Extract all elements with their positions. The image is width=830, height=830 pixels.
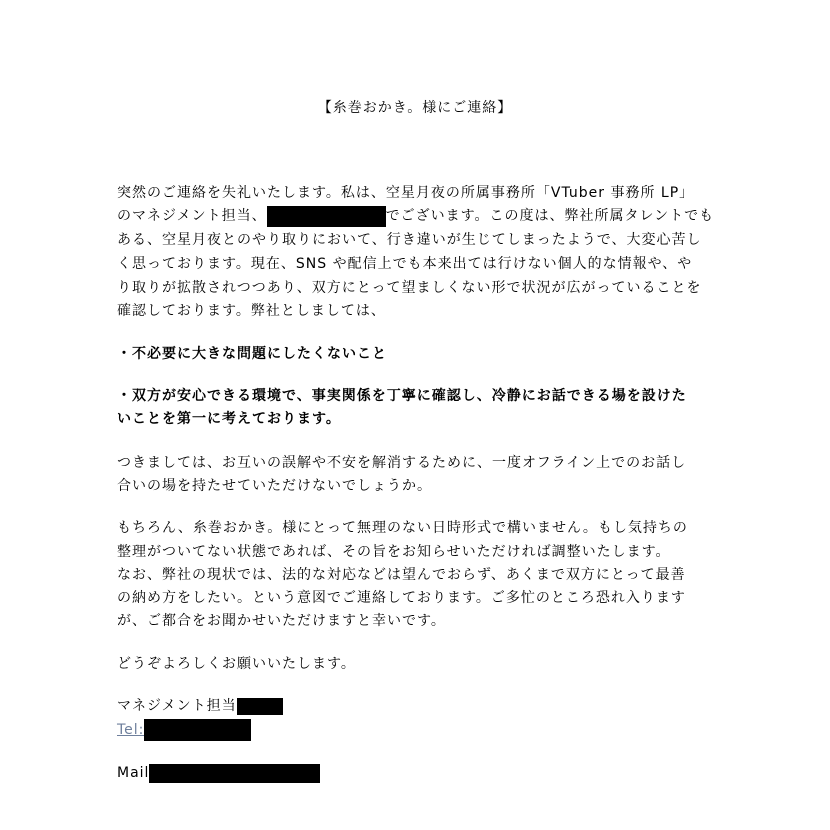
signature-mail <box>117 761 320 785</box>
bullet-point <box>117 384 687 408</box>
details-line <box>117 609 446 633</box>
details-line-text: が、ご都合をお聞かせいただけますと幸いです。 <box>117 613 446 629</box>
intro-line <box>117 276 701 300</box>
details-line-text: の納め方をしたい。という意図でご連絡しております。ご多忙のところ恐れ入ります <box>117 590 686 606</box>
intro-line-text: 確認しております。弊社としましては、 <box>117 303 386 319</box>
details-line-text: もちろん、糸巻おかき。様にとって無理のない日時形式で構いません。もし気持ちの <box>117 520 688 536</box>
details-line <box>117 586 686 610</box>
letter-title <box>0 96 830 120</box>
details-line <box>117 563 686 587</box>
intro-line-text: のマネジメント担当、 <box>117 208 267 224</box>
closing-text: どうぞよろしくお願いいたします。 <box>117 656 356 672</box>
intro-line-text: ある、空星月夜とのやり取りにおいて、行き違いが生じてしまったようで、大変心苦し <box>117 232 702 248</box>
tel-link[interactable]: Tel: <box>117 722 145 738</box>
intro-line-text: り取りが拡散されつつあり、双方にとって望ましくない形で状況が広がっていることを <box>117 280 702 296</box>
redaction-box-manager-name <box>267 206 386 227</box>
signature-role-label: マネジメント担当 <box>117 698 237 714</box>
intro-line <box>117 252 692 276</box>
bullet-point-text: ・不必要に大きな問題にしたくないこと <box>117 346 387 362</box>
intro-line-text: でございます。この度は、弊社所属タレントでも <box>385 208 715 224</box>
bullet-point-continuation <box>117 407 341 431</box>
redaction-box-name <box>237 698 283 715</box>
signature-tel <box>117 718 251 742</box>
intro-line <box>117 299 386 323</box>
intro-line-text: く思っております。現在、SNS や配信上でも本来出ては行けない個人的な情報や、や <box>117 256 693 272</box>
redaction-box-mail <box>149 764 320 783</box>
closing-line <box>117 652 356 676</box>
mail-label: Mail <box>117 765 150 781</box>
signature-role <box>117 694 283 718</box>
details-line-text: なお、弊社の現状では、法的な対応などは望んでおらず、あくまで双方にとって最善 <box>117 567 686 583</box>
intro-line <box>117 204 714 228</box>
request-line-text: つきましては、お互いの誤解や不安を解消するために、一度オフライン上でのお話し <box>117 455 687 471</box>
details-line-text: 整理がついてない状態であれば、その旨をお知らせいただければ調整いたします。 <box>117 544 671 560</box>
intro-line <box>117 181 694 205</box>
details-line <box>117 540 670 564</box>
intro-line <box>117 228 701 252</box>
request-line <box>117 451 686 475</box>
request-line <box>117 474 432 498</box>
bullet-point-text: いことを第一に考えております。 <box>117 411 341 427</box>
intro-line-text: 突然のご連絡を失礼いたします。私は、空星月夜の所属事務所「VTuber 事務所 LP」 <box>117 185 695 201</box>
request-line-text: 合いの場を持たせていただけないでしょうか。 <box>117 478 432 494</box>
bullet-point-text: ・双方が安心できる環境で、事実関係を丁寧に確認し、冷静にお話できる場を設けた <box>117 388 687 404</box>
letter-title-text: 【糸巻おかき。様にご連絡】 <box>317 100 513 116</box>
redaction-box-tel <box>144 719 251 741</box>
bullet-point <box>117 342 387 366</box>
details-line <box>117 516 688 540</box>
